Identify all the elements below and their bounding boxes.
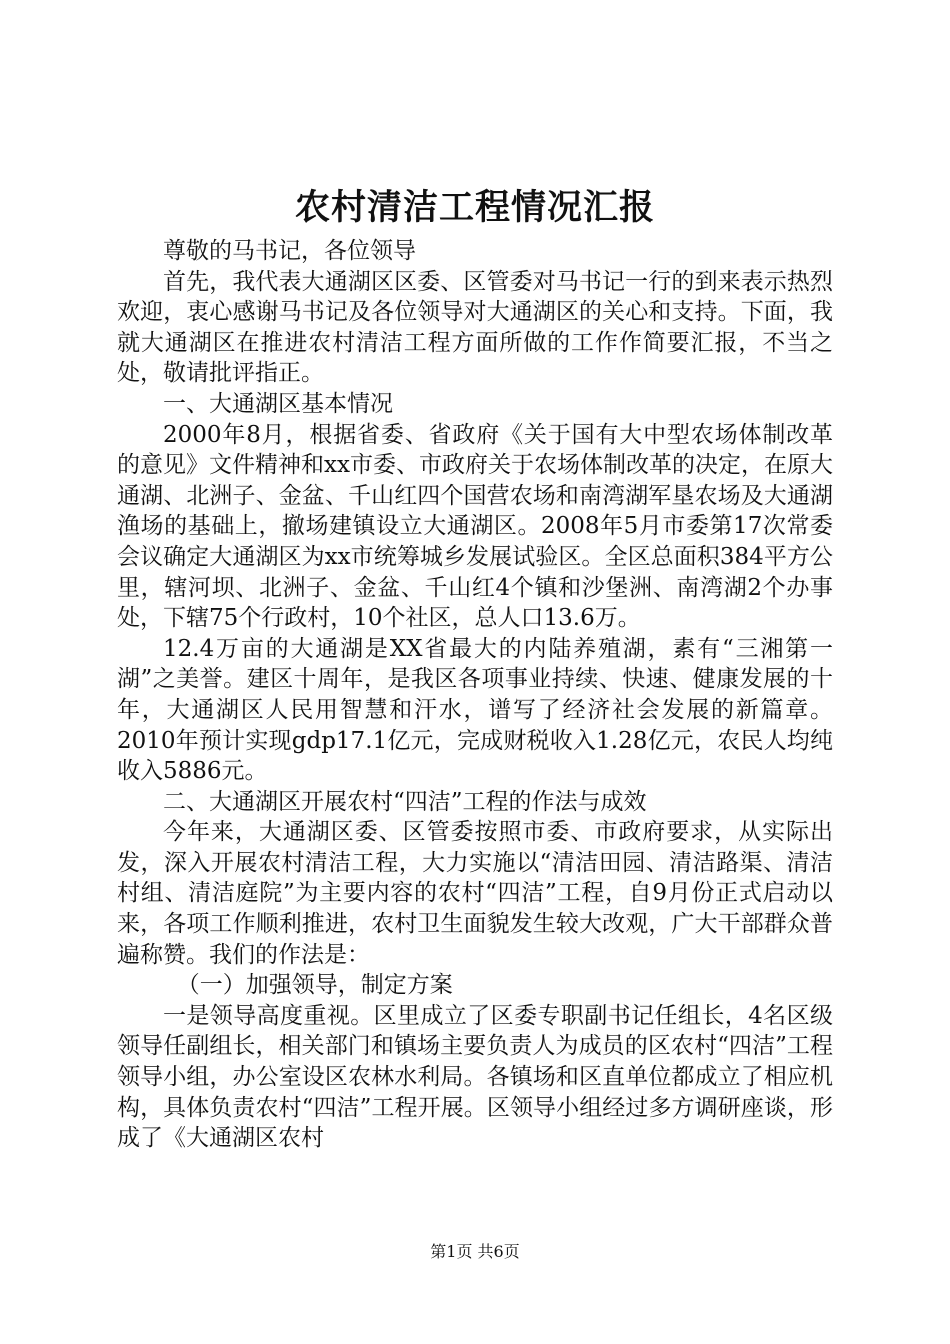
body-paragraph: 12.4万亩的大通湖是XX省最大的内陆养殖湖，素有“三湘第一湖”之美誉。建区十周年，是我区各项事业持续、快速、健康发展的十年，大通湖区人民用智慧和汗水，谱写了经济社会发展的新篇章。2010年预计实现gdp17.1亿元，完成财税收入1.28亿元，农民人均纯收入5886元。 xyxy=(117,635,833,785)
subsection-heading: （一）加强领导，制定方案 xyxy=(176,972,453,999)
salutation-paragraph: 尊敬的马书记，各位领导 xyxy=(163,238,416,264)
intro-paragraph: 首先，我代表大通湖区区委、区管委对马书记一行的到来表示热烈欢迎，衷心感谢马书记及各位领导对大通湖区的关心和支持。下面，我就大通湖区在推进农村清洁工程方面所做的工作作简要汇报，不当之处，敬请批评指正。 xyxy=(117,268,833,387)
document-title: 农村清洁工程情况汇报 xyxy=(294,187,655,228)
body-paragraph: 2000年8月，根据省委、省政府《关于国有大中型农场体制改革的意见》文件精神和xx市委、市政府关于农场体制改革的决定，在原大通湖、北洲子、金盆、千山红四个国营农场和南湾湖军垦农场及大通湖渔场的基础上，撤场建镇设立大通湖区。2008年5月市委第17次常委会议确定大通湖区为xx市统筹城乡发展试验区。全区总面积384平方公里，辖河坝、北洲子、金盆、千山红4个镇和沙堡洲、南湾湖2个办事处，下辖75个行政村，10个社区，总人口13.6万。 xyxy=(117,421,833,632)
page-number-footer: 第1页 共6页 xyxy=(430,1242,520,1261)
section-heading-2: 二、大通湖区开展农村“四洁”工程的作法与成效 xyxy=(163,788,647,815)
document-body xyxy=(117,236,833,1154)
body-paragraph: 今年来，大通湖区委、区管委按照市委、市政府要求，从实际出发，深入开展农村清洁工程，大力实施以“清洁田园、清洁路渠、清洁村组、清洁庭院”为主要内容的农村“四洁”工程，自9月份正式启动以来，各项工作顺利推进，农村卫生面貌发生较大改观，广大干部群众普遍称赞。我们的作法是： xyxy=(117,819,833,968)
section-heading-1: 一、大通湖区基本情况 xyxy=(163,390,393,417)
body-paragraph: 一是领导高度重视。区里成立了区委专职副书记任组长，4名区级领导任副组长，相关部门和镇场主要负责人为成员的区农村“四洁”工程领导小组，办公室设区农林水利局。各镇场和区直单位都成立了相应机构，具体负责农村“四洁”工程开展。区领导小组经过多方调研座谈，形成了《大通湖区农村 xyxy=(117,1002,833,1152)
